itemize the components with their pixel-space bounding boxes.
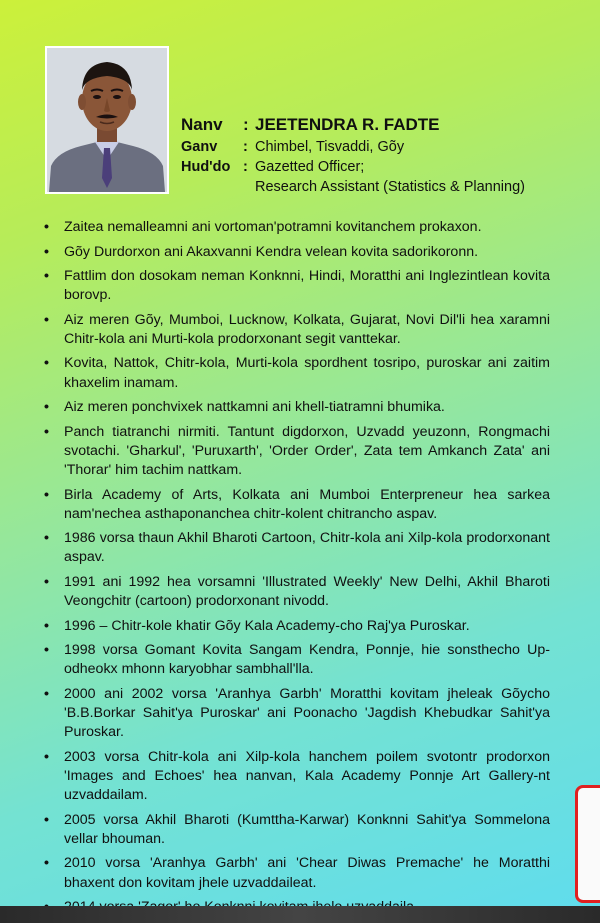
- list-item-text: 2010 vorsa 'Aranhya Garbh' ani 'Chear Diwas Premache' he Moratthi bhaxent don kovitam jhele uzvaddaileat.: [64, 855, 550, 891]
- bullet-icon: •: [44, 642, 49, 659]
- list-item-text: 2003 vorsa Chitr-kola ani Xilp-kola hanchem poilem svotontr prodorxon 'Images and Echoes' hea nanvan, Kala Academy Ponnje Art Gallery-nt uzvaddailam.: [64, 748, 550, 804]
- list-item-text: Zaitea nemalleamni ani vortoman'potramni kovitanchem prokaxon.: [64, 219, 482, 235]
- bullet-icon: •: [44, 311, 49, 328]
- list-item-text: Aiz meren Gõy, Mumboi, Lucknow, Kolkata, Gujarat, Novi Dil'li hea xaramni Chitr-kola ani Murti-kola prodorxonant segit vanttekar.: [64, 311, 550, 347]
- portrait-image: [47, 48, 167, 192]
- list-item-text: 1986 vorsa thaun Akhil Bharoti Cartoon, Chitr-kola ani Xilp-kola prodorxonant aspav.: [64, 530, 550, 566]
- post-value-1: Gazetted Officer;: [255, 159, 365, 175]
- list-item: [40, 617, 550, 636]
- page-tab-marker: [575, 785, 600, 903]
- list-item-text: Gõy Durdorxon ani Akaxvanni Kendra velean kovita sadorikoronn.: [64, 243, 479, 260]
- list-item-text: Birla Academy of Arts, Kolkata ani Mumboi Enterpreneur hea sarkea nam'nechea asthaponanchea chitr-kolent chitrancho aspav.: [64, 486, 550, 522]
- bullet-icon: •: [44, 530, 49, 547]
- list-item: [40, 748, 550, 806]
- bullet-icon: •: [44, 268, 49, 284]
- post-label: Hud'do: [181, 159, 231, 175]
- bullet-icon: •: [44, 573, 49, 590]
- list-item: [40, 267, 550, 305]
- bullet-icon: •: [44, 617, 49, 634]
- bullet-icon: •: [44, 811, 49, 828]
- post-row-2: [181, 177, 525, 197]
- achievements-list: [40, 218, 550, 923]
- list-item: [40, 243, 550, 262]
- list-item: [40, 685, 550, 743]
- list-item: [40, 811, 550, 849]
- list-item: [40, 398, 550, 417]
- list-item: [40, 423, 550, 481]
- name-value: JEETENDRA R. FADTE: [255, 115, 440, 134]
- bullet-icon: •: [44, 855, 49, 872]
- list-item: [40, 529, 550, 567]
- bullet-icon: •: [44, 748, 49, 765]
- list-item: [40, 218, 550, 237]
- bottom-edge-strip: [0, 906, 600, 923]
- list-item-text: Kovita, Nattok, Chitr-kola, Murti-kola spordhent tosripo, puroskar ani zaitim khaxelim inamam.: [64, 355, 550, 391]
- bullet-icon: •: [44, 355, 49, 372]
- list-item-text: 1996 – Chitr-kole khatir Gõy Kala Academy-cho Raj'ya Puroskar.: [64, 617, 470, 634]
- list-item-text: 2005 vorsa Akhil Bharoti (Kumttha-Karwar) Konknni Sahit'ya Sommelona vellar bhouman.: [64, 811, 550, 847]
- list-item-text: 2000 ani 2002 vorsa 'Aranhya Garbh' Moratthi kovitam jheleak Gõycho 'B.B.Borkar Sahit'ya Puroskar' ani Poonacho 'Jagdish Khebudkar Sahit'ya Puroskar.: [64, 685, 550, 741]
- post-row: [181, 157, 525, 177]
- list-item-text: 1991 ani 1992 hea vorsamni 'Illustrated Weekly' New Delhi, Akhil Bharoti Veongchitr (cartoon) prodorxonant nivodd.: [64, 573, 550, 610]
- village-row: [181, 137, 525, 157]
- bullet-icon: •: [44, 399, 49, 416]
- list-item: [40, 486, 550, 524]
- author-photo: [45, 46, 169, 194]
- list-item: [40, 854, 550, 892]
- list-item-text: 1998 vorsa Gomant Kovita Sangam Kendra, Ponnje, hie sonsthecho Up-odheokx mhonn karyobhar sambhall'lla.: [64, 642, 550, 678]
- name-label: Nanv: [181, 115, 223, 134]
- list-item: [40, 641, 550, 679]
- bullet-icon: •: [44, 423, 49, 440]
- bullet-icon: •: [44, 685, 49, 702]
- list-item: [40, 311, 550, 349]
- village-label: Ganv: [181, 139, 218, 155]
- bullet-icon: •: [44, 243, 49, 260]
- list-item-text: Fattlim don dosokam neman Konknni, Hindi, Moratthi ani Inglezintlean kovita borovp.: [64, 268, 550, 304]
- village-value: Chimbel, Tisvaddi, Gõy: [255, 139, 405, 155]
- list-item: [40, 354, 550, 392]
- village-colon: :: [243, 139, 248, 155]
- list-item: [40, 573, 550, 611]
- name-colon: :: [243, 115, 249, 134]
- name-row: [181, 113, 525, 137]
- list-item-text: Aiz meren ponchvixek nattkamni ani khell-tiatramni bhumika.: [64, 399, 445, 416]
- list-item-text: Panch tiatranchi nirmiti. Tantunt digdorxon, Uzvadd yeuzonn, Rongmachi svotachi. 'Gharkul', 'Puruxarth', 'Order Order', Zata tem Amkanch Zata' ani 'Thorar' him tachim nattkam.: [64, 423, 550, 479]
- post-value-2: Research Assistant (Statistics & Planning): [255, 179, 525, 195]
- bullet-icon: •: [44, 486, 49, 503]
- post-colon: :: [243, 159, 248, 175]
- profile-block: [181, 113, 525, 197]
- bullet-icon: •: [44, 219, 49, 235]
